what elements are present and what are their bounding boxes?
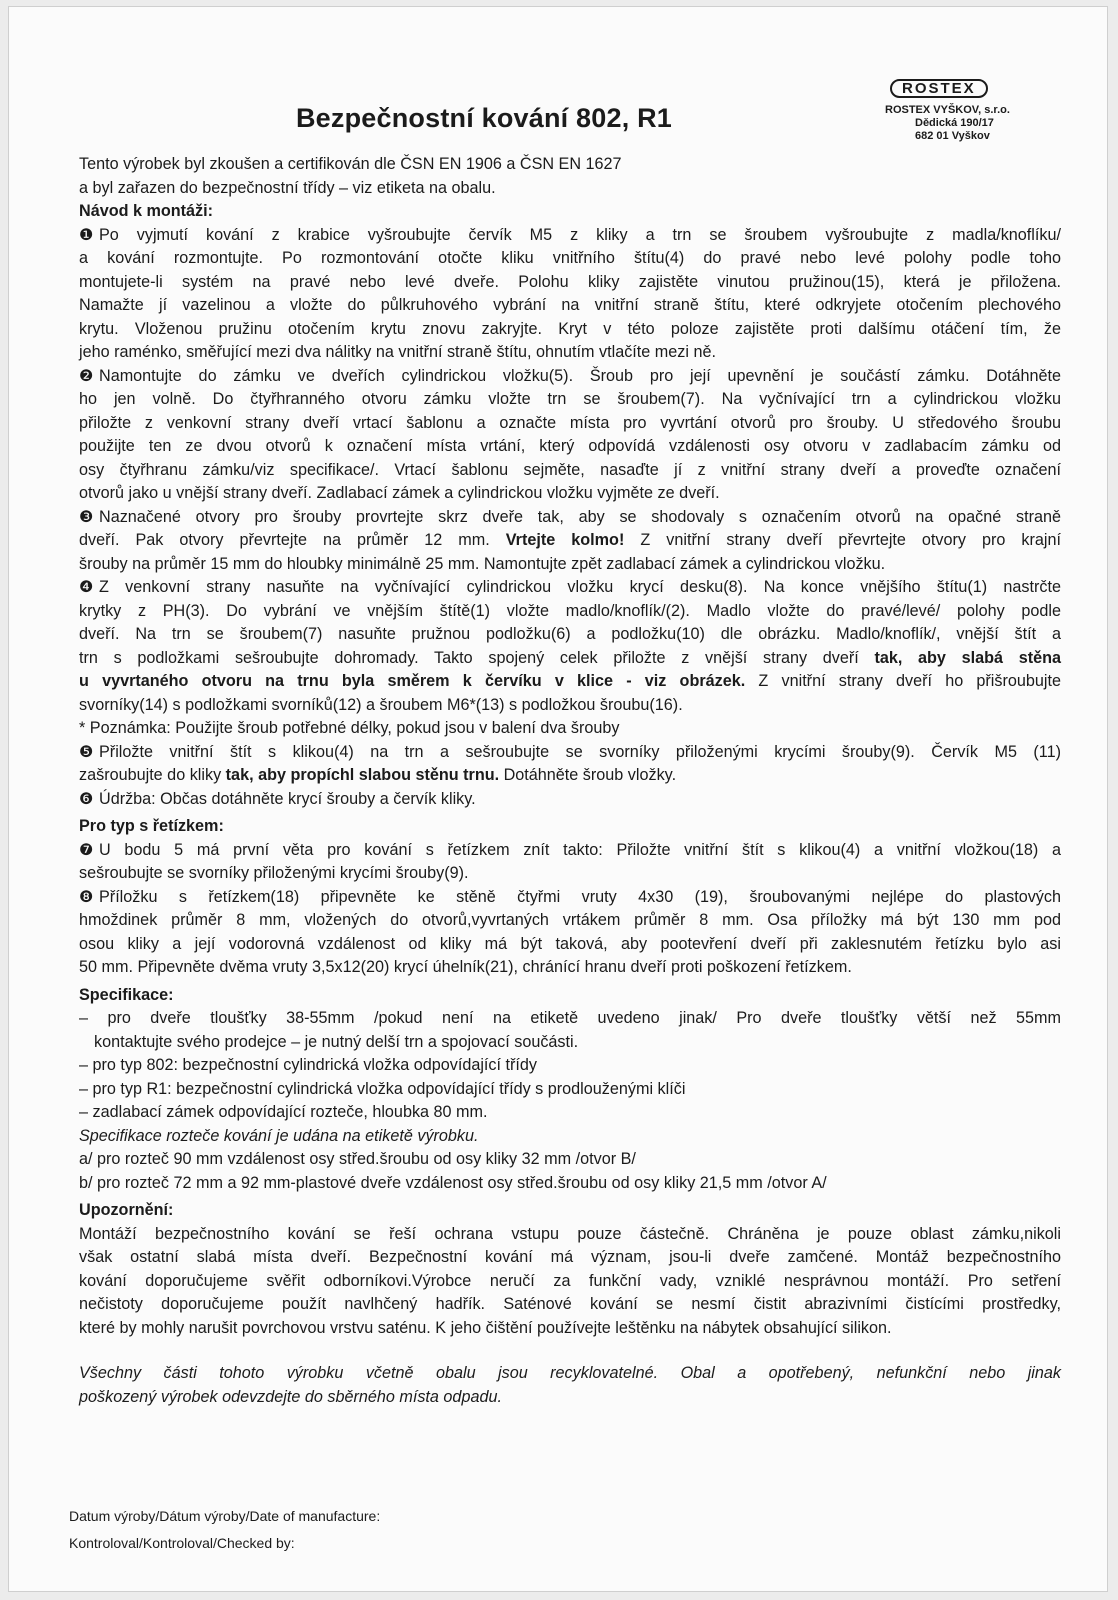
spec-item: – zadlabací zámek odpovídající rozteče, hloubka 80 mm. bbox=[79, 1103, 488, 1121]
rostex-logo: ROSTEX bbox=[890, 79, 988, 98]
step-1-line: montujete-li systém na pravé nebo levé dveře. Polohu kliky zajistěte vinutou pružinou(15), která je přiložena. bbox=[79, 272, 1061, 291]
step-6-line: ❻ Údržba: Občas dotáhněte krycí šrouby a červík kliky. bbox=[79, 788, 1061, 812]
spec-item-continuation: kontaktujte svého prodejce – je nutný delší trn a spojovací součásti. bbox=[94, 1032, 579, 1051]
step-4-line: trn s podložkami sešroubujte dohromady. Takto spojený celek přiložte z vnější strany dveří tak, aby slabá stěna bbox=[79, 648, 1061, 667]
step-2-line: použijte ten ze dvou otvorů k označení místa vrtání, který odpovídá vzdálenosti osy otvoru v zadlabacím zámku od bbox=[79, 437, 1061, 455]
step-8-number-icon: ❽ bbox=[79, 887, 94, 906]
step-1-number-icon: ❶ bbox=[79, 225, 94, 244]
warning-line: které by mohly narušit povrchovou vrstvu saténu. K jeho čištění používejte leštěnku na nábytek obsahující silikon. bbox=[79, 1318, 892, 1337]
document-page bbox=[8, 6, 1108, 1592]
spec-variant-b: b/ pro rozteč 72 mm a 92 mm-plastové dveře vzdálenost osy střed.šroubu od osy kliky 21,5 mm /otvor A/ bbox=[79, 1173, 827, 1192]
warning-line: Montáží bezpečnostního kování se řeší ochrana vstupu pouze částečně. Chráněna je pouze oblast zámku,nikoli bbox=[79, 1224, 1061, 1243]
spec-item: – pro typ 802: bezpečnostní cylindrická vložka odpovídající třídy bbox=[79, 1056, 537, 1074]
step-5-line: ❺ Přiložte vnitřní štít s klikou(4) na trn a sešroubujte se svorníky přiloženými krycími šrouby(9). Červík M5 (11) bbox=[79, 741, 1061, 765]
warning-line: však ostatní slabá místa dveří. Bezpečnostní kování má význam, jsou-li dveře zamčené. Montáž bezpečnostního bbox=[79, 1248, 1061, 1266]
recycling-note: poškozený výrobek odevzdejte do sběrného místa odpadu. bbox=[79, 1387, 502, 1406]
emphasis-text: Vrtejte kolmo! bbox=[505, 531, 625, 549]
step-4-line: svorníky(14) s podložkami svorníků(12) a šroubem M6*(13) s podložkou šroubu(16). bbox=[79, 695, 683, 714]
spec-variant-a: a/ pro rozteč 90 mm vzdálenost osy střed.šroubu od osy kliky 32 mm /otvor B/ bbox=[79, 1150, 636, 1168]
step-1-line: a kování rozmontujte. Po rozmontování otočte kliku vnitřního štítu(4) do pravé nebo levé polohy podle toho bbox=[79, 249, 1061, 267]
checked-by-label: Kontroloval/Kontroloval/Checked by: bbox=[69, 1535, 295, 1551]
intro-line: Tento výrobek byl zkoušen a certifikován dle ČSN EN 1906 a ČSN EN 1627 bbox=[79, 155, 622, 173]
step-3-number-icon: ❸ bbox=[79, 507, 94, 526]
step-7-line: sešroubujte se svorníky přiloženými krycími šrouby(9). bbox=[79, 864, 469, 882]
step-5-line: zašroubujte do kliky tak, aby propíchl slabou stěnu trnu. Dotáhněte šroub vložky. bbox=[79, 766, 677, 784]
company-city: 682 01 Vyškov bbox=[915, 130, 990, 142]
step-3-line: šrouby na průměr 15 mm do hloubky minimálně 25 mm. Namontujte zpět zadlabací zámek a cylindrickou vložku. bbox=[79, 554, 886, 573]
section-heading-specifikace: Specifikace: bbox=[79, 985, 174, 1004]
section-heading-montaz: Návod k montáži: bbox=[79, 202, 214, 220]
document-title: Bezpečnostní kování 802, R1 bbox=[295, 103, 673, 133]
step-5-number-icon: ❺ bbox=[79, 742, 94, 761]
section-heading-upozorneni: Upozornění: bbox=[79, 1201, 174, 1219]
warning-line: kování doporučujeme svěřit odborníkovi.Výrobce neručí za funkční vady, vzniklé nesprávnou montáží. Pro setření bbox=[79, 1271, 1061, 1290]
emphasis-text: u vyvrtaného otvoru na trnu byla směrem k červíku v klice - viz obrázek. bbox=[79, 672, 746, 690]
intro-line: a byl zařazen do bezpečnostní třídy – viz etiketa na obalu. bbox=[79, 178, 496, 197]
step-2-line: ho jen volně. Do čtyřhranného otvoru zámku vložte trn se šroubem(7). Na vyčnívající trn a cylindrickou vložku bbox=[79, 390, 1061, 408]
step-2-line: otvorů jako u vnější strany dveří. Zadlabací zámek a cylindrickou vložku vyjměte ze dveří. bbox=[79, 484, 720, 502]
step-4-line: dveří. Na trn se šroubem(7) nasuňte pružnou podložku(6) a podložku(10) dle obrázku. Madlo/knoflík/, vnější štít a bbox=[79, 625, 1061, 643]
document-footer bbox=[69, 1503, 380, 1557]
company-logo-block bbox=[885, 79, 1037, 143]
company-street: Dědická 190/17 bbox=[915, 117, 994, 129]
step-4-line: ❹ Z venkovní strany nasuňte na vyčnívající cylindrickou vložku krycí desku(8). Na konce vnějšího štítu(1) nastrčte bbox=[79, 576, 1061, 600]
spec-note: Specifikace rozteče kování je udána na etiketě výrobku. bbox=[79, 1126, 479, 1145]
step-7-number-icon: ❼ bbox=[79, 840, 94, 859]
emphasis-text: tak, aby propíchl slabou stěnu trnu. bbox=[225, 766, 500, 784]
step-3-line: ❸ Naznačené otvory pro šrouby provrtejte skrz dveře tak, aby se shodovaly s označením otvorů na opačné straně bbox=[79, 506, 1061, 530]
step-7-line: ❼ U bodu 5 má první věta pro kování s řetízkem znít takto: Přiložte vnitřní štít s klikou(4) a vnitřní vložkou(18) a bbox=[79, 839, 1061, 863]
warning-line: nečistoty doporučujeme použít navlhčený hadřík. Saténové kování se nesmí čistit abrazivními čistícími prostředky, bbox=[79, 1295, 1061, 1313]
step-4-note: * Poznámka: Použijte šroub potřebné délky, pokud jsou v balení dva šrouby bbox=[79, 719, 620, 737]
step-2-line: ❷ Namontujte do zámku ve dveřích cylindrickou vložku(5). Šroub pro její upevnění je součástí zámku. Dotáhněte bbox=[79, 365, 1061, 389]
recycling-note: Všechny části tohoto výrobku včetně obalu jsou recyklovatelné. Obal a opotřebený, nefunkční nebo jinak bbox=[79, 1364, 1061, 1382]
emphasis-text: tak, aby slabá stěna bbox=[874, 648, 1061, 667]
step-3-line: dveří. Pak otvory převrtejte na průměr 12 mm. Vrtejte kolmo! Z vnitřní strany dveří převrtejte otvory pro krajní bbox=[79, 531, 1062, 549]
step-1-line: krytu. Vloženou pružinu otočením krytu znovu zakryjte. Kryt v této poloze zajistěte proti dalšímu otáčení tím, že bbox=[79, 319, 1061, 338]
step-2-line: osy čtyřhranu zámku/viz specifikace/. Vrtací šablonu sejměte, nasaďte jí z vnitřní strany dveří a proveďte označení bbox=[79, 460, 1061, 479]
step-4-number-icon: ❹ bbox=[79, 578, 94, 596]
step-8-line: hmoždinek průměr 8 mm, vložených do otvorů,vyvrtaných vrtákem průměr 8 mm. Osa příložky má být 130 mm pod bbox=[79, 911, 1061, 929]
step-6-number-icon: ❻ bbox=[79, 789, 94, 808]
step-8-line: 50 mm. Připevněte dvěma vruty 3,5x12(20) krycí úhelník(21), chránící hranu dveří proti poškození řetízkem. bbox=[79, 958, 852, 976]
step-1-line: jeho raménko, směřující mezi dva nálitky na vnitřní straně štítu, ohnutím vtlačíte mezi ně. bbox=[79, 343, 716, 361]
step-8-line: ❽ Příložku s řetízkem(18) připevněte ke stěně čtyřmi vruty 4x30 (19), šroubovanými nejlépe do plastových bbox=[79, 886, 1061, 910]
company-name: ROSTEX VYŠKOV, s.r.o. bbox=[885, 104, 1010, 116]
spec-item: – pro typ R1: bezpečnostní cylindrická vložka odpovídající třídy s prodlouženými klíči bbox=[79, 1079, 686, 1098]
step-1-line: Namažte jí vazelinou a vložte do půlkruhového vybrání na vnitřní straně štítu, které odkryjete otočením plechového bbox=[79, 296, 1061, 314]
step-4-line: u vyvrtaného otvoru na trnu byla směrem k červíku v klice - viz obrázek. Z vnitřní strany dveří ho přišroubujte bbox=[79, 672, 1061, 690]
step-4-line: krytky z PH(3). Do vybrání ve vnějším štítě(1) vložte madlo/knoflík/(2). Madlo vložte do pravé/levé/ polohy podle bbox=[79, 601, 1061, 620]
step-8-line: osou kliky a její vodorovná vzdálenost od kliky má být taková, aby pootevření dveří při zaklesnutém řetízku bylo asi bbox=[79, 934, 1061, 953]
step-2-line: přiložte z venkovní strany dveří vrtací šablonu a označte místa pro vyvrtání otvorů pro šrouby. U středového šroubu bbox=[79, 413, 1061, 432]
section-heading-retizek: Pro typ s řetízkem: bbox=[79, 817, 224, 835]
step-2-number-icon: ❷ bbox=[79, 366, 94, 385]
document-body bbox=[79, 153, 1061, 1409]
manufacture-date-label: Datum výroby/Dátum výroby/Date of manufacture: bbox=[69, 1508, 381, 1524]
step-1-line: ❶ Po vyjmutí kování z krabice vyšroubujte červík M5 z kliky a trn se šroubem vyšroubujte z madla/knoflíku/ bbox=[79, 224, 1061, 248]
spec-item: – pro dveře tloušťky 38-55mm /pokud není na etiketě uvedeno jinak/ Pro dveře tloušťky větší než 55mm bbox=[79, 1009, 1061, 1027]
